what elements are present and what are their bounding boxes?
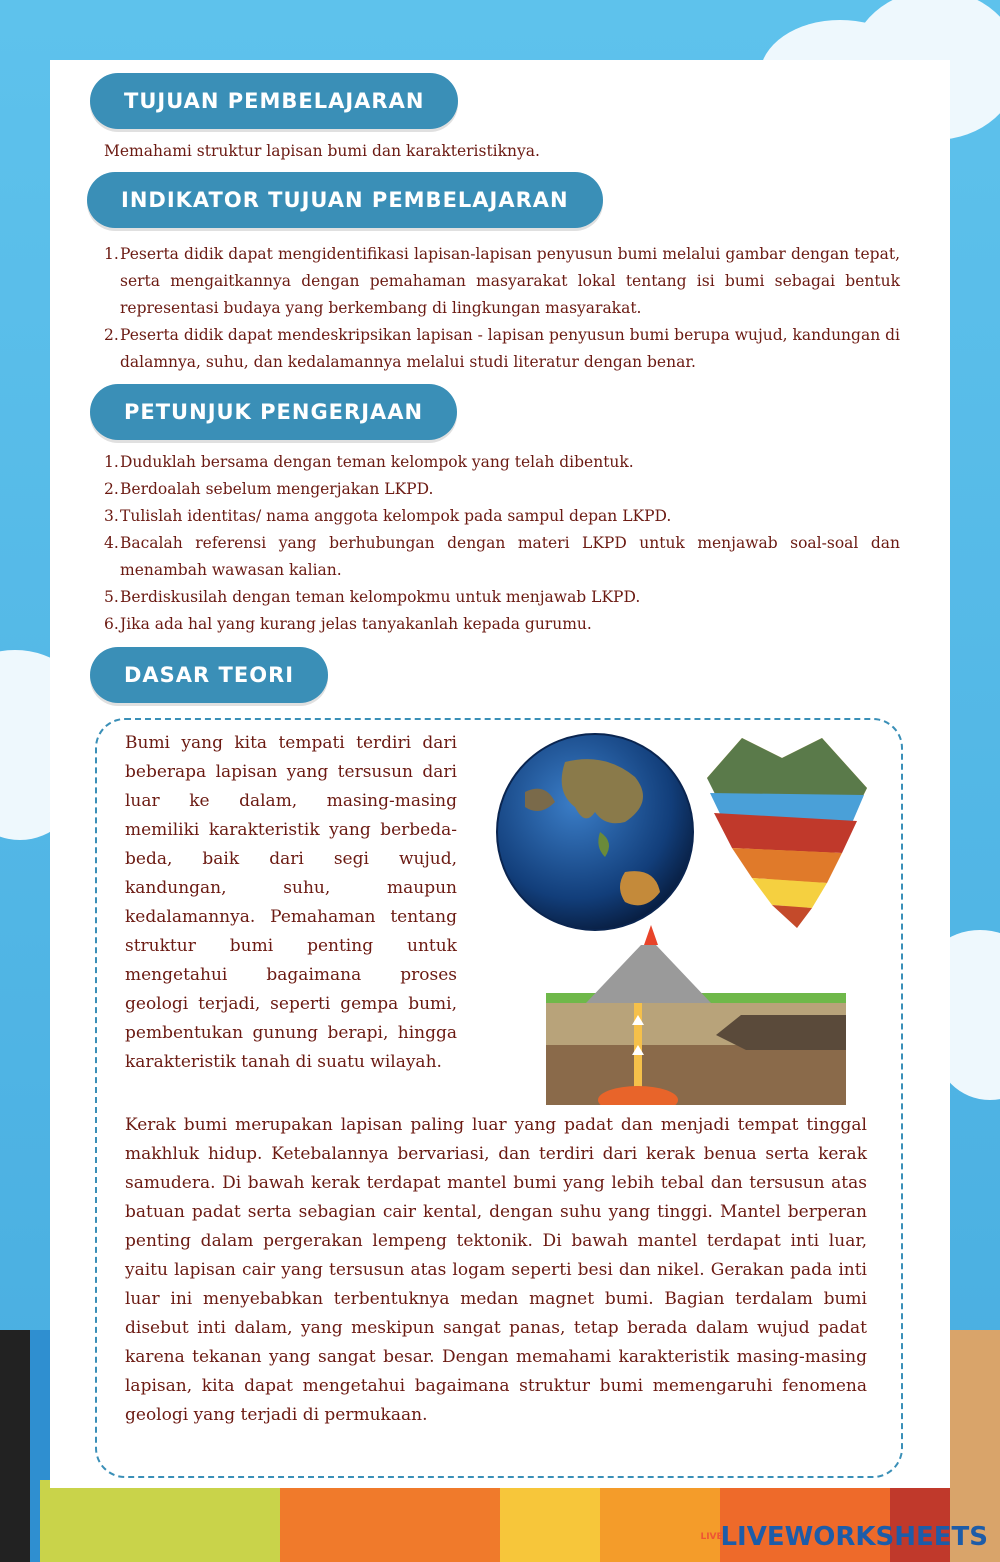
indikator-list: [104, 241, 900, 376]
list-item: 3. Tulislah identitas/ nama anggota kelompok pada sampul depan LKPD.: [104, 507, 672, 525]
list-item: 4. Bacalah referensi yang berhubungan dengan materi LKPD untuk menjawab soal-soal dan menambah wawasan kalian.: [104, 534, 900, 579]
section-title-petunjuk: PETUNJUK PENGERJAAN: [90, 384, 457, 440]
list-item: 1. Peserta didik dapat mengidentifikasi lapisan-lapisan penyusun bumi melalui gambar dengan tepat, serta mengaitkannya dengan pemahaman masyarakat lokal tentang isi bumi sebagai bentuk representasi budaya yang berkembang di lingkungan masyarakat.: [104, 245, 900, 317]
theory-paragraph-1: Bumi yang kita tempati terdiri dari beberapa lapisan yang tersusun dari luar ke dalam, masing-masing memiliki karakteristik yang berbeda-beda, baik dari segi wujud, kandungan, suhu, maupun kedalamannya. Pemahaman tentang struktur bumi penting untuk mengetahui bagaimana proses geologi terjadi, seperti gempa bumi, pembentukan gunung berapi, hingga karakteristik tanah di suatu wilayah.: [125, 733, 457, 1072]
list-item: 5. Berdiskusilah dengan teman kelompokmu untuk menjawab LKPD.: [104, 588, 641, 606]
earth-layers-icon: [702, 733, 872, 933]
section-title-tujuan: TUJUAN PEMBELAJARAN: [90, 73, 458, 129]
list-item: 2. Peserta didik dapat mendeskripsikan lapisan - lapisan penyusun bumi berupa wujud, kandungan di dalamnya, suhu, dan kedalamannya melalui studi literatur dengan benar.: [104, 326, 900, 371]
petunjuk-list: [104, 449, 900, 638]
list-item: 6. Jika ada hal yang kurang jelas tanyakanlah kepada gurumu.: [104, 615, 592, 633]
tujuan-text: Memahami struktur lapisan bumi dan karakteristiknya.: [104, 142, 540, 160]
section-title-indikator: INDIKATOR TUJUAN PEMBELAJARAN: [87, 172, 603, 228]
volcano-diagram-icon: [546, 925, 846, 1105]
section-title-dasar-teori: DASAR TEORI: [90, 647, 328, 703]
theory-paragraph-2: Kerak bumi merupakan lapisan paling luar yang padat dan menjadi tempat tinggal makhluk hidup. Ketebalannya bervariasi, dan terdiri dari kerak benua serta kerak samudera. Di bawah kerak terdapat mantel bumi yang lebih tebal dan tersusun atas batuan padat serta sebagian cair kental, dengan suhu yang tinggi. Mantel berperan penting dalam pergerakan lempeng tektonik. Di bawah mantel terdapat inti luar, yaitu lapisan cair yang tersusun atas logam seperti besi dan nikel. Gerakan pada inti luar ini menyebabkan terbentuknya medan magnet bumi. Bagian terdalam bumi disebut inti dalam, yang meskipun sangat panas, tetap berada dalam wujud padat karena tekanan yang sangat besar. Dengan memahami karakteristik masing-masing lapisan, kita dapat mengetahui bagaimana struktur bumi memengaruhi fenomena geologi yang terjadi di permukaan.: [125, 1115, 867, 1425]
live-badge: LIVE: [700, 1532, 723, 1542]
list-item: 2. Berdoalah sebelum mengerjakan LKPD.: [104, 480, 434, 498]
liveworksheets-logo: LIVELIVEWORKSHEETS: [700, 1522, 988, 1552]
earth-globe-icon: [495, 732, 695, 932]
list-item: 1. Duduklah bersama dengan teman kelompok yang telah dibentuk.: [104, 453, 634, 471]
